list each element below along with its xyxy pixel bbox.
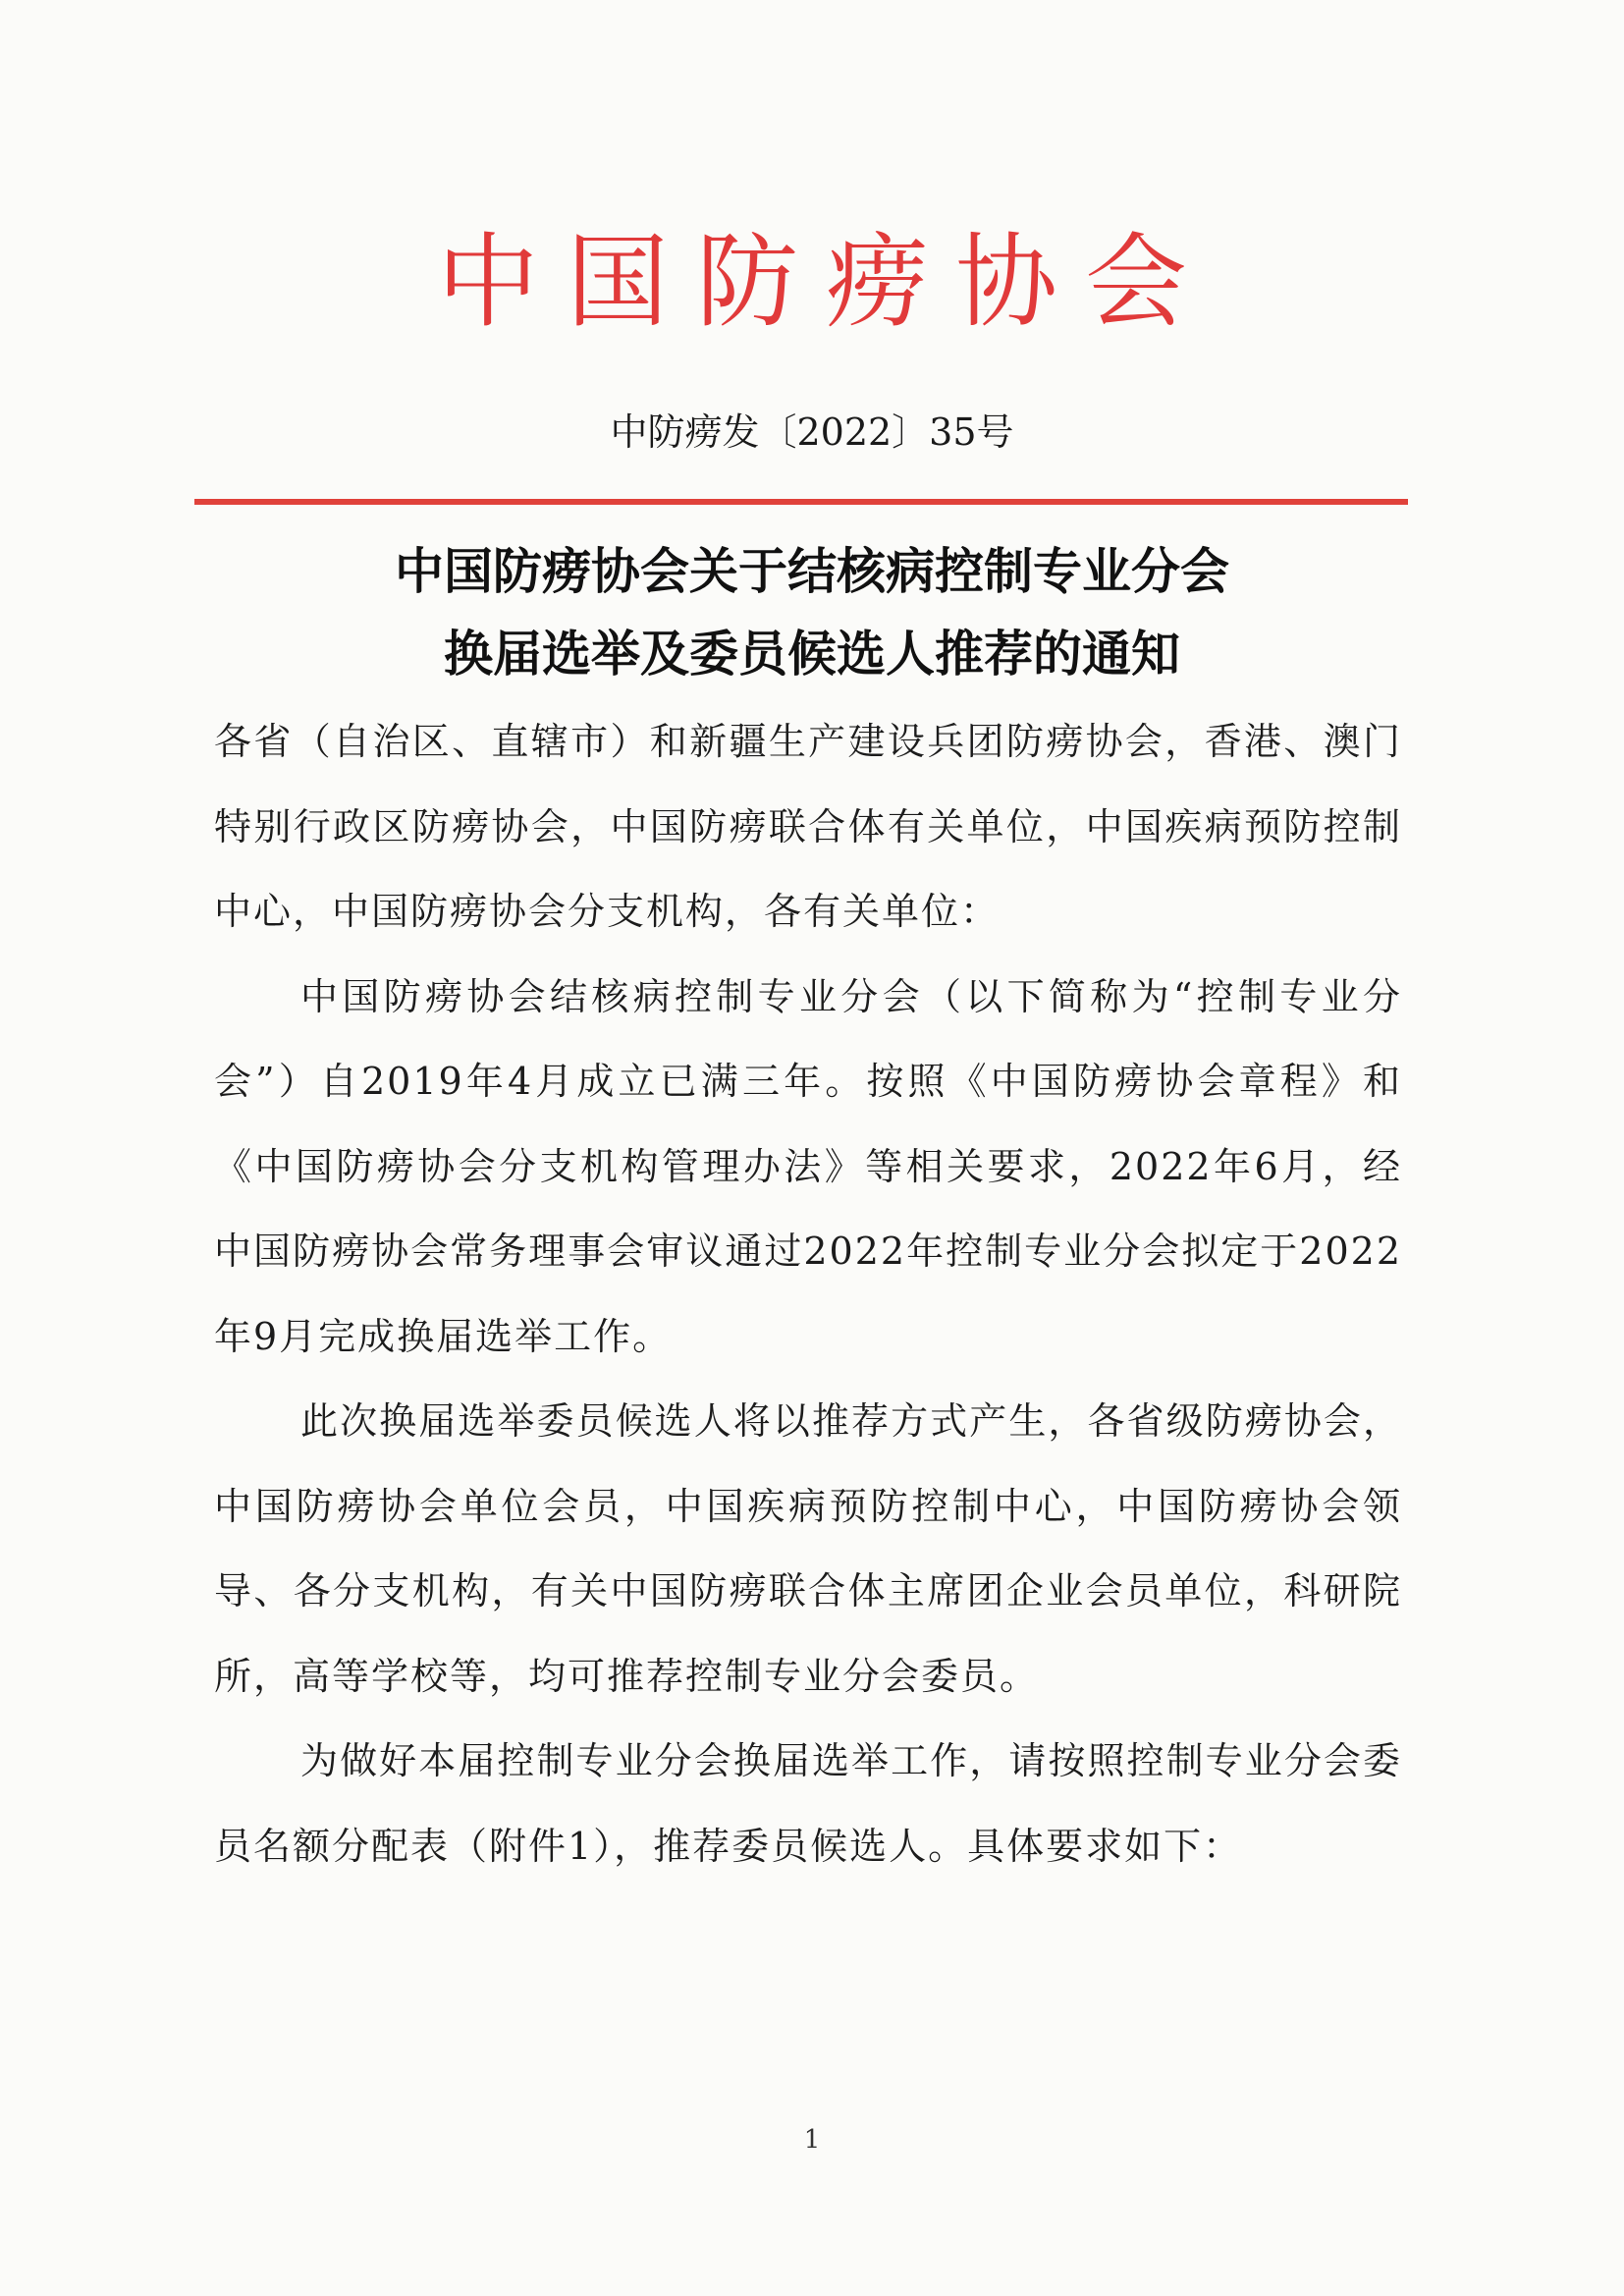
- body-paragraph-1: 中国防痨协会结核病控制专业分会（以下简称为“控制专业分会”）自2019年4月成立已满三年。按照《中国防痨协会章程》和《中国防痨协会分支机构管理办法》等相关要求，2022年6月，经中国防痨协会常务理事会审议通过2022年控制专业分会拟定于2022年9月完成换届选举工作。: [214, 974, 1402, 1358]
- document-title-line-2: 换届选举及委员候选人推荐的通知: [444, 625, 1180, 683]
- body-paragraph-3: 为做好本届控制专业分会换届选举工作，请按照控制专业分会委员名额分配表（附件1），推荐委员候选人。具体要求如下：: [214, 1739, 1402, 1868]
- organization-name-header: 中国防痨协会: [436, 222, 1215, 342]
- page-number: 1: [803, 2125, 821, 2155]
- document-body: [214, 699, 1402, 1888]
- document-number: 中防痨发〔2022〕35号: [610, 410, 1014, 454]
- body-paragraph-2: 此次换届选举委员候选人将以推荐方式产生，各省级防痨协会，中国防痨协会单位会员，中国疾病预防控制中心，中国防痨协会领导、各分支机构，有关中国防痨联合体主席团企业会员单位，科研院所，高等学校等，均可推荐控制专业分会委员。: [214, 1399, 1402, 1698]
- addressees-paragraph: 各省（自治区、直辖市）和新疆生产建设兵团防痨协会，香港、澳门特别行政区防痨协会，中国防痨联合体有关单位，中国疾病预防控制中心，中国防痨协会分支机构，各有关单位：: [214, 720, 1402, 933]
- document-title-line-1: 中国防痨协会关于结核病控制专业分会: [395, 542, 1229, 600]
- red-divider-line: [194, 499, 1408, 505]
- document-title: [0, 530, 1624, 695]
